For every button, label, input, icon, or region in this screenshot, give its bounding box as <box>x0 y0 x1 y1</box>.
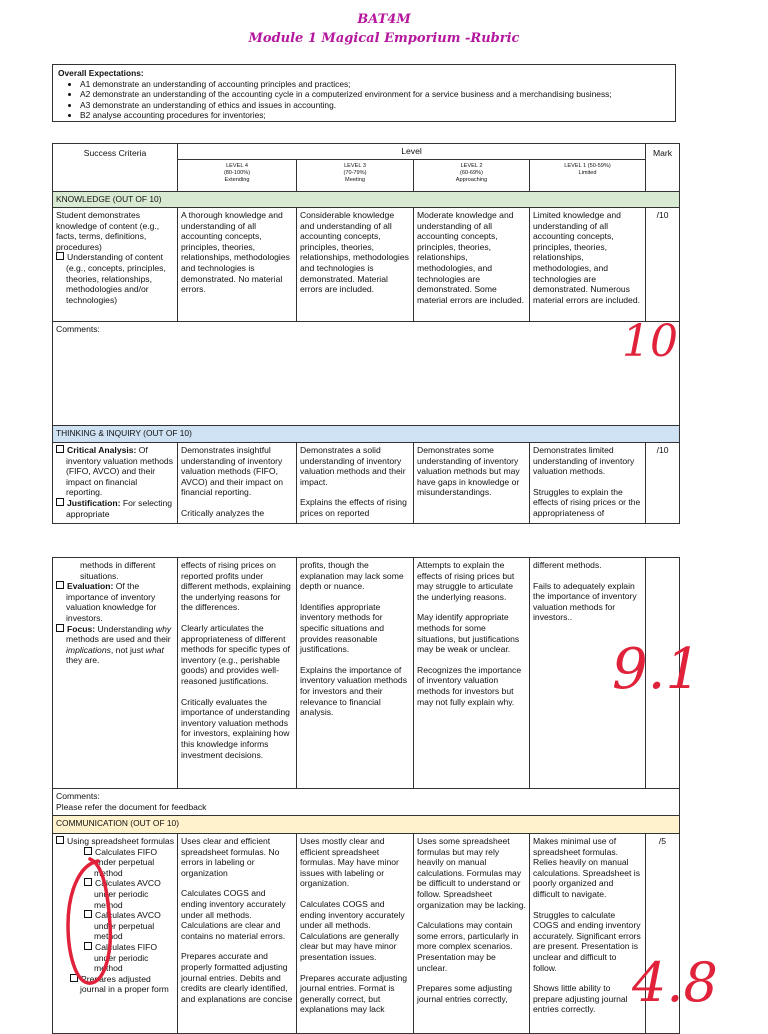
checkbox-icon <box>84 878 92 886</box>
expectations-list <box>58 79 670 121</box>
thinking-level-4: Demonstrates insightful understanding of inventory valuation methods (FIFO, AVCO) and their impact on financial reporting. Critically analyzes the <box>178 443 297 524</box>
thinking-level-2-continued: Attempts to explain the effects of rising prices but may struggle to articulate the underlying reasons. May identify appropriate methods for some situations, but justifications may be weak or unclear. Recognizes the importance of inventory valuation methods for investors but may not fully explain why. <box>414 558 530 789</box>
communication-mark: /5 <box>646 834 680 1034</box>
level-3-header: LEVEL 3 (70-79%) Meeting <box>297 160 414 192</box>
criteria-sub-item: Prepares adjusted journal in a proper form <box>56 974 174 995</box>
checkbox-icon <box>56 581 64 589</box>
thinking-heading: THINKING & INQUIRY (OUT OF 10) <box>53 426 680 443</box>
knowledge-mark: /10 <box>646 208 680 322</box>
knowledge-level-4: A thorough knowledge and understanding of all accounting concepts, principles, theories, relationships, methodologies and technologies is demonstrated. No material errors. <box>178 208 297 322</box>
document-title: Module 1 Magical Emporium -Rubric <box>248 31 520 46</box>
checkbox-icon <box>56 498 64 506</box>
expectation-item: • B2 analyse accounting procedures for inventories; <box>80 110 670 121</box>
communication-criteria-cell <box>53 834 178 1034</box>
handwritten-knowledge-score: 10 <box>622 316 678 367</box>
thinking-level-4-continued: effects of rising prices on reported profits under different methods, explaining the underlying reasons for the differences. Clearly articulates the appropriateness of different methods for specific types of inventory (e.g., perishable goods) and provides well-reasoned justifications. Critically evaluates the importance of understanding inventory valuation methods for investors, explaining how this knowledge informs investment decisions. <box>178 558 297 789</box>
thinking-comments: Comments: Please refer the document for feedback <box>53 789 680 816</box>
thinking-criteria-continued: methods in different situations. Evaluation: Of the importance of inventory valuation knowledge for investors. Focus: Understanding why methods are used and their implications, not just what they are. <box>53 558 178 789</box>
criteria-justification: Justification: For selecting appropriate <box>56 498 174 519</box>
knowledge-criteria-row <box>53 208 680 322</box>
expectations-heading: Overall Expectations: <box>58 68 144 78</box>
expectation-item: • A2 demonstrate an understanding of the accounting cycle in a computerized environment for a service business and a merchandising business; <box>80 89 670 100</box>
thinking-criteria-row <box>53 443 680 524</box>
document-header <box>0 12 768 48</box>
knowledge-criteria-item: Understanding of content (e.g., concepts, principles, theories, relationships, methodologies and/or technologies) <box>56 252 174 305</box>
knowledge-level-3: Considerable knowledge and understanding of all accounting concepts, principles, theories, relationships, methodologies and technologies is demonstrated. Material errors are included. <box>297 208 414 322</box>
thinking-mark: /10 <box>646 443 680 524</box>
handwritten-thinking-score: 9.1 <box>612 637 702 702</box>
level-2-header: LEVEL 2 (60-69%) Approaching <box>414 160 530 192</box>
rubric-header-row <box>53 144 680 160</box>
thinking-level-3-continued: profits, though the explanation may lack some depth or nuance. Identifies appropriate inventory methods for specific situations and provides reasonable justifications. Explains the importance of inventory valuation methods for investors and their relevance to financial analysis. <box>297 558 414 789</box>
thinking-level-1: Demonstrates limited understanding of inventory valuation methods. Struggles to explain the effects of rising prices or the appropriateness of <box>530 443 646 524</box>
handwritten-communication-score: 4.8 <box>632 951 718 1014</box>
checkbox-icon <box>56 445 64 453</box>
criteria-focus: Focus: Understanding why methods are used and their implications, not just what they are. <box>56 624 174 666</box>
mark-header: Mark <box>646 144 680 192</box>
criteria-sub-item: Calculates AVCO under perpetual method <box>56 910 174 942</box>
checkbox-icon <box>56 624 64 632</box>
communication-level-4: Uses clear and efficient spreadsheet formulas. No errors in labeling or organization Calculates COGS and ending inventory accurately under all methods. Calculations are clear and contains no material errors. Prepares accurate and properly formatted adjusting journal entries. Debits and credits are clearly identified, and explanations are concise <box>178 834 297 1034</box>
checkbox-icon <box>84 942 92 950</box>
knowledge-comments-row <box>53 322 680 426</box>
knowledge-comments: Comments: <box>53 322 680 426</box>
knowledge-heading: KNOWLEDGE (OUT OF 10) <box>53 192 680 208</box>
checkbox-icon <box>84 847 92 855</box>
communication-level-2: Uses some spreadsheet formulas but may rely heavily on manual calculations. Formulas may be difficult to understand or follow. Spreadsheet organization may be lacking. Calculations may contain some errors, particularly in more complex scenarios. Presentation may be unclear. Prepares some adjusting journal entries correctly, <box>414 834 530 1034</box>
criteria-sub-item: Calculates FIFO under periodic method <box>56 942 174 974</box>
knowledge-level-2: Moderate knowledge and understanding of all accounting concepts, principles, theories, relationships, methodologies, and technologies are demonstrated. Some material errors are included. <box>414 208 530 322</box>
thinking-comments-row <box>53 789 680 816</box>
checkbox-icon <box>84 910 92 918</box>
communication-level-3: Uses mostly clear and efficient spreadsheet formulas. May have minor issues with labeling or organization. Calculates COGS and ending inventory accurately under all methods. Calculations are generally clear but may have minor presentation issues. Prepares accurate adjusting journal entries. Format is generally correct, but explanations may lack <box>297 834 414 1034</box>
criteria-spreadsheet-formulas: Using spreadsheet formulas <box>56 836 174 847</box>
course-code: BAT4M <box>357 12 411 27</box>
feedback-note: Please refer the document for feedback <box>56 801 207 812</box>
knowledge-level-1: Limited knowledge and understanding of all accounting concepts, principles, theories, relationships, methodologies, and technologies are demonstrated. Numerous material errors are included. <box>530 208 646 322</box>
criteria-sub-item: Calculates FIFO under perpetual method <box>56 847 174 879</box>
level-header: Level <box>178 144 646 160</box>
thinking-level-1-continued: different methods. Fails to adequately explain the importance of inventory valuation methods for investors.. <box>530 558 646 789</box>
communication-section-row <box>53 816 680 834</box>
expectation-item: • A3 demonstrate an understanding of ethics and issues in accounting. <box>80 100 670 111</box>
overall-expectations-box <box>52 64 676 122</box>
thinking-section-row <box>53 426 680 443</box>
criteria-critical-analysis: Critical Analysis: Of inventory valuation methods (FIFO, AVCO) and their impact on financial reporting. <box>56 445 174 498</box>
expectation-item: • A1 demonstrate an understanding of accounting principles and practices; <box>80 79 670 90</box>
rubric-table <box>52 143 680 524</box>
thinking-level-2: Demonstrates some understanding of inventory valuation methods but may have gaps in knowledge or misunderstandings. <box>414 443 530 524</box>
knowledge-criteria-cell <box>53 208 178 322</box>
success-criteria-header: Success Criteria <box>53 144 178 192</box>
knowledge-section-row <box>53 192 680 208</box>
checkbox-icon <box>56 836 64 844</box>
thinking-mark-continued <box>646 558 680 789</box>
criteria-evaluation: Evaluation: Of the importance of inventory valuation knowledge for investors. <box>56 581 174 623</box>
checkbox-icon <box>70 974 78 982</box>
knowledge-criteria-intro: Student demonstrates knowledge of content (e.g., facts, terms, definitions, procedures) <box>56 210 160 252</box>
thinking-criteria-cell <box>53 443 178 524</box>
thinking-level-3: Demonstrates a solid understanding of inventory valuation methods and their impact. Explains the effects of rising prices on reported <box>297 443 414 524</box>
communication-criteria-row <box>53 834 680 1034</box>
thinking-continued-row <box>53 558 680 789</box>
level-4-header: LEVEL 4 (80-100%) Extending <box>178 160 297 192</box>
checkbox-icon <box>56 252 64 260</box>
level-1-header: LEVEL 1 (50-59%) Limited <box>530 160 646 192</box>
criteria-sub-item: Calculates AVCO under periodic method <box>56 878 174 910</box>
communication-heading: COMMUNICATION (OUT OF 10) <box>53 816 680 834</box>
rubric-table-continued <box>52 557 680 1034</box>
communication-level-1: Makes minimal use of spreadsheet formulas. Relies heavily on manual calculations. Spreadsheet is poorly organized and difficult to navigate. Struggles to calculate COGS and ending inventory accurately. Significant errors are present. Presentation is unclear and difficult to follow. Shows little ability to prepare adjusting journal entries correctly. <box>530 834 646 1034</box>
